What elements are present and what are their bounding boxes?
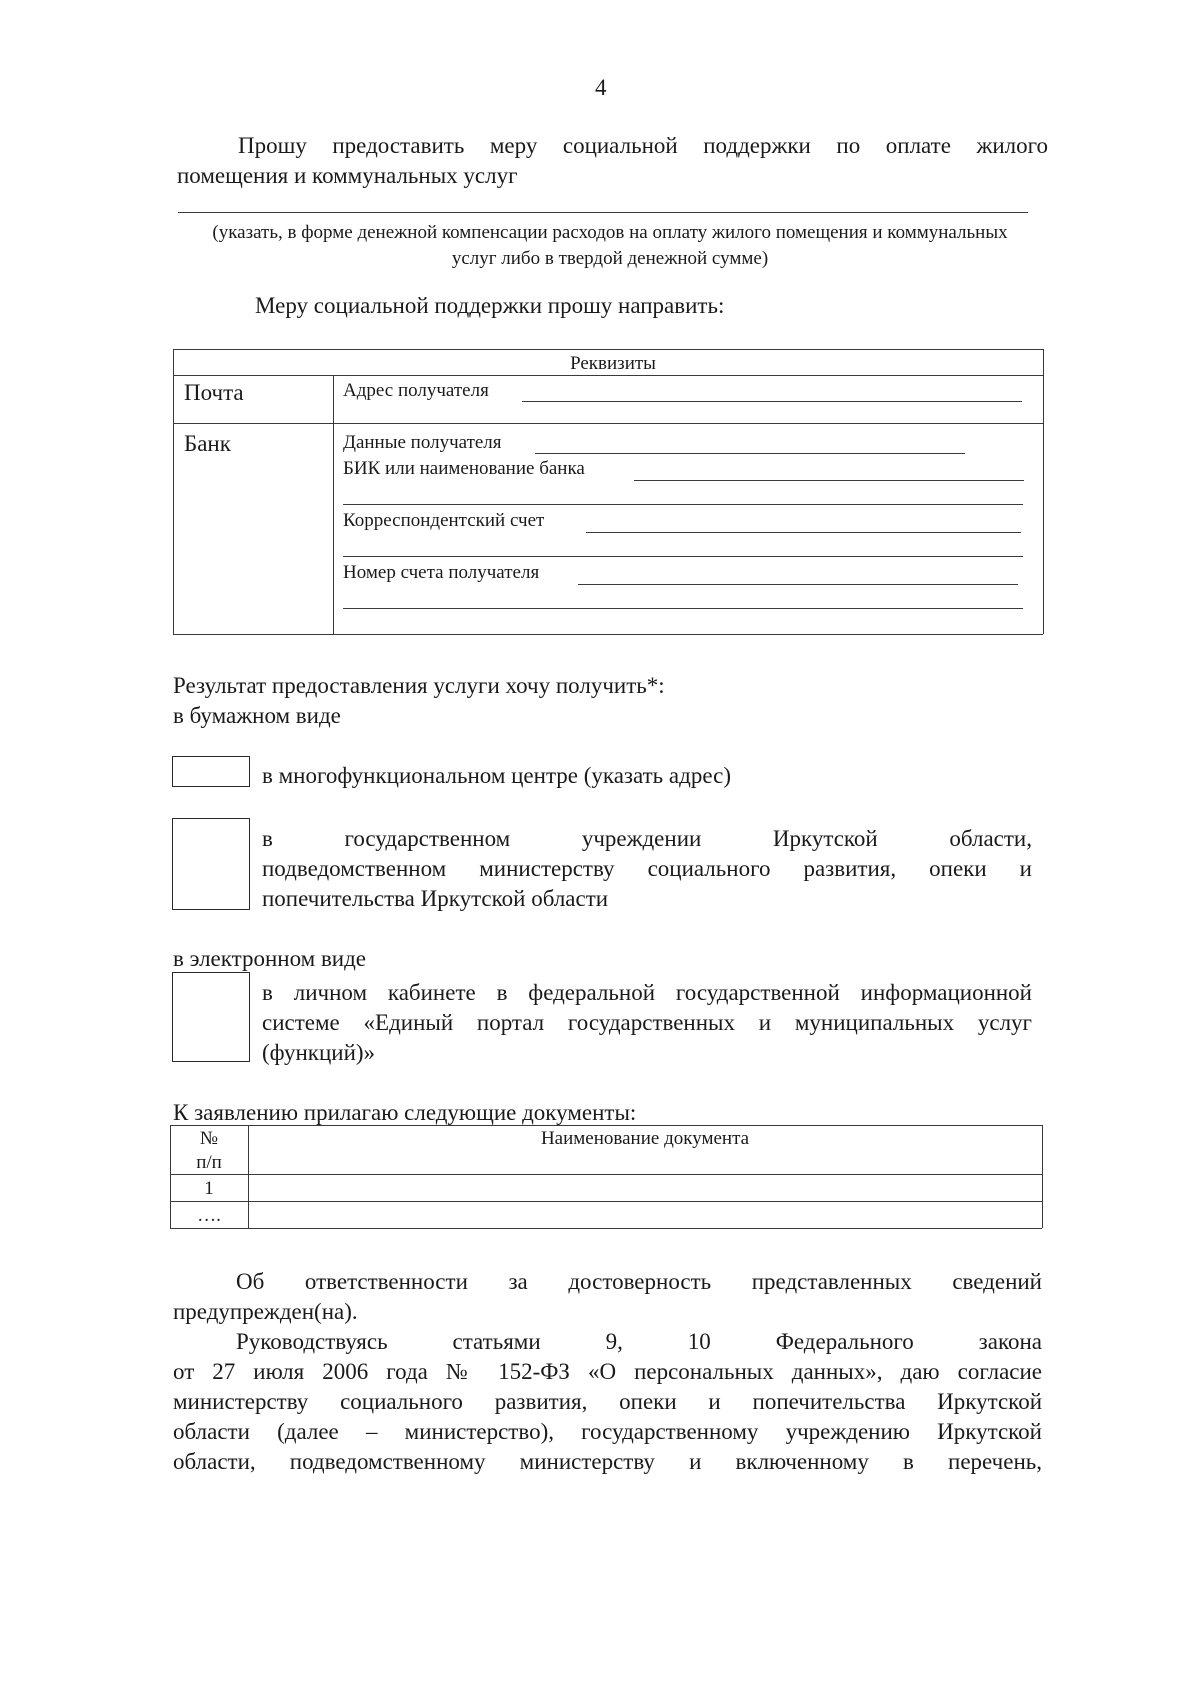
- col-num-line-1: №: [199, 1128, 219, 1149]
- gov-option-line-1: в государственном учреждении Иркутской области,: [262, 826, 1032, 851]
- paper-option-label: в бумажном виде: [173, 703, 341, 728]
- mail-label: Почта: [184, 380, 244, 405]
- direction-text: Меру социальной поддержки прошу направить:: [255, 293, 725, 318]
- result-heading: Результат предоставления услуги хочу получить*:: [173, 673, 665, 698]
- mfc-checkbox[interactable]: [172, 756, 250, 787]
- consent-line-2: от 27 июля 2006 года № 152-ФЗ «О персональных данных», даю согласие: [173, 1359, 1042, 1384]
- address-label: Адрес получателя: [343, 380, 489, 401]
- request-fill-line: [178, 212, 1028, 213]
- portal-option-line-1: в личном кабинете в федеральной государственной информационной: [262, 980, 1032, 1005]
- consent-line-3: министерству социального развития, опеки и попечительства Иркутской: [173, 1389, 1042, 1414]
- col-name-header: Наименование документа: [540, 1128, 750, 1149]
- consent-line-4: области (далее – министерство), государственному учреждению Иркутской: [173, 1419, 1042, 1444]
- consent-line-1: Руководствуясь статьями 9, 10 Федерального закона: [236, 1329, 1042, 1354]
- account-number-label: Номер счета получателя: [343, 562, 540, 583]
- table-row: ….: [197, 1205, 221, 1226]
- portal-option-line-3: (функций)»: [262, 1040, 376, 1065]
- bank-label: Банк: [184, 431, 231, 456]
- request-line-1: Прошу предоставить меру социальной поддержки по оплате жилого: [238, 133, 1048, 158]
- request-hint: (указать, в форме денежной компенсации расходов на оплату жилого помещения и коммунальных услуг либо в твердой денежной сумме): [212, 222, 1008, 269]
- table-row: 1: [204, 1178, 214, 1199]
- page-number: 4: [595, 75, 607, 100]
- documents-heading: К заявлению прилагаю следующие документы:: [173, 1100, 637, 1125]
- corr-account-label: Корреспондентский счет: [343, 510, 545, 531]
- recipient-data-label: Данные получателя: [343, 432, 502, 453]
- electronic-option-label: в электронном виде: [173, 946, 367, 971]
- responsibility-line-1: Об ответственности за достоверность представленных сведений: [236, 1269, 1042, 1294]
- responsibility-line-2: предупрежден(на).: [173, 1299, 358, 1324]
- col-num-line-2: п/п: [196, 1152, 222, 1173]
- gov-option-line-2: подведомственном министерству социального развития, опеки и: [262, 856, 1032, 881]
- gov-institution-checkbox[interactable]: [172, 818, 250, 910]
- portal-checkbox[interactable]: [172, 972, 250, 1062]
- consent-line-5: области, подведомственному министерству и включенному в перечень,: [173, 1449, 1042, 1474]
- bik-label: БИК или наименование банка: [343, 458, 585, 479]
- requisites-header: Реквизиты: [570, 353, 656, 374]
- mfc-option-label: в многофункциональном центре (указать адрес): [262, 763, 731, 788]
- request-line-2: помещения и коммунальных услуг: [177, 163, 518, 188]
- portal-option-line-2: системе «Единый портал государственных и муниципальных услуг: [262, 1010, 1032, 1035]
- gov-option-line-3: попечительства Иркутской области: [262, 886, 609, 911]
